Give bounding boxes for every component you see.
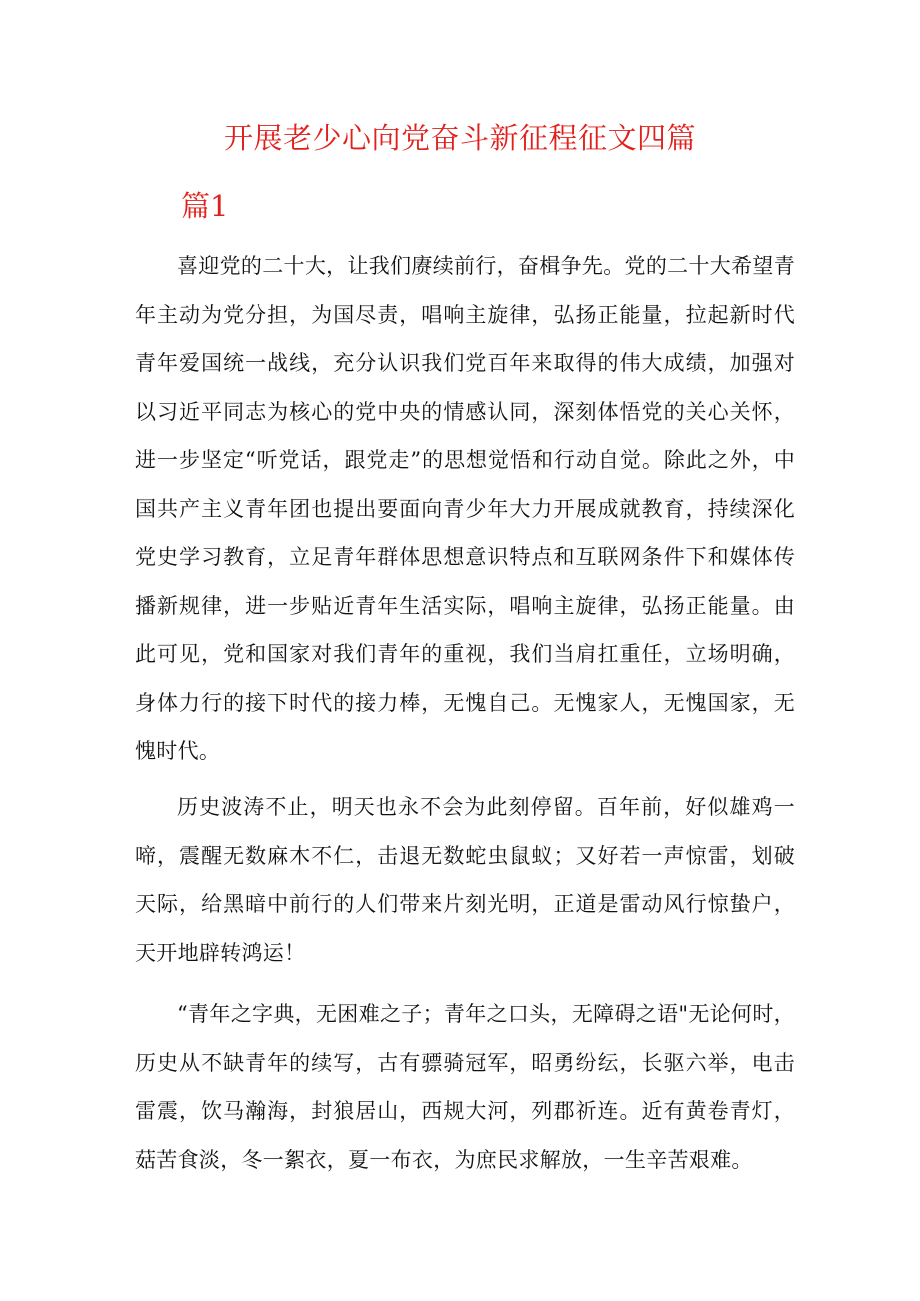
document-title: 开展老少心向党奋斗新征程征文四篇: [223, 121, 696, 155]
body-paragraph: 喜迎党的二十大，让我们赓续前行，奋楫争先。党的二十大希望青年主动为党分担，为国尽责，唱响主旋律，弘扬正能量，拉起新时代青年爱国统一战线，充分认识我们党百年来取得的伟大成绩，加强对以习近平同志为核心的党中央的情感认同，深刻体悟党的关心关怀，进一步坚定“听党话，跟党走”的思想觉悟和行动自觉。除此之外，中国共产主义青年团也提出要面向青少年大力开展成就教育，持续深化党史学习教育，立足青年群体思想意识特点和互联网条件下和媒体传播新规律，进一步贴近青年生活实际，唱响主旋律，弘扬正能量。由此可见，党和国家对我们青年的重视，我们当肩扛重任，立场明确，身体力行的接下时代的接力棒，无愧自己。无愧家人，无愧国家，无愧时代。: [135, 254, 795, 763]
body-paragraph: 历史波涛不止，明天也永不会为此刻停留。百年前，好似雄鸡一啼，震醒无数麻木不仁，击退无数蛇虫鼠蚁；又好若一声惊雷，划破天际，给黑暗中前行的人们带来片刻光明，正道是雷动风行惊蛰户，天开地辟转鸿运！: [135, 795, 795, 965]
section-heading: 篇1: [181, 189, 229, 223]
body-paragraph: “青年之字典，无困难之子；青年之口头，无障碍之语"无论何时，历史从不缺青年的续写，古有骠骑冠军，昭勇纷纭，长驱六举，电击雷震，饮马瀚海，封狼居山，西规大河，列郡祈连。近有黄卷青灯，菇苦食淡，冬一絮衣，夏一布衣，为庶民求解放，一生辛苦艰难。: [135, 1002, 795, 1172]
